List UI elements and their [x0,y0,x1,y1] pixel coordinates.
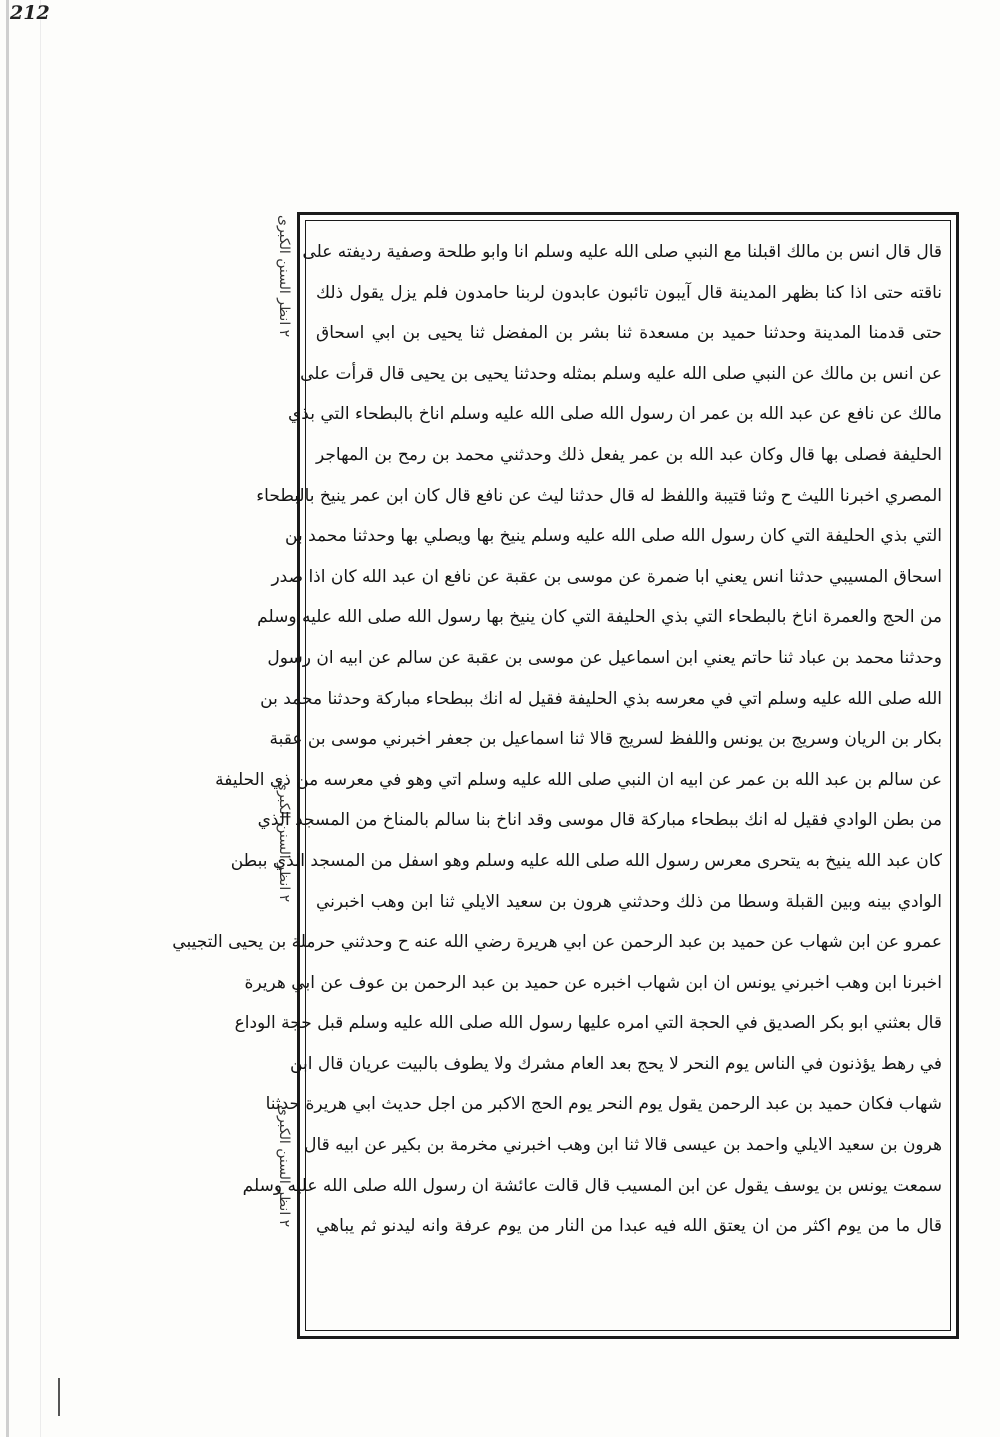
text-line: بكار بن الريان وسريج بن يونس واللفظ لسريج قالا ثنا اسماعيل بن جعفر اخبرني موسى بن عقبة [269,729,942,750]
text-line: قال قال انس بن مالك اقبلنا مع النبي صلى الله عليه وسلم انا وابو طلحة وصفية رديفته على [302,242,942,262]
text-line: اخبرنا ابن وهب اخبرني يونس ان ابن شهاب اخبره عن حميد بن عبد الرحمن بن عوف عن ابي هريرة [244,972,942,993]
text-line: الله صلى الله عليه وسلم اتي في معرسه بذي الحليفة فقيل له انك ببطحاء مباركة وحدثنا محمد بن [260,688,942,709]
margin-ink-mark [58,1378,60,1416]
text-line: عن سالم بن عبد الله بن عمر عن ابيه ان النبي صلى الله عليه وسلم اتي وهو في معرسه من ذي الحليفة [215,769,942,790]
folio-number: 212 [10,2,50,24]
text-line: التي بذي الحليفة التي كان رسول الله صلى الله عليه وسلم ينيخ بها ويصلي بها وحدثنا محمد بن [285,526,942,547]
text-line: في رهط يؤذنون في الناس يوم النحر لا يحج بعد العام مشرك ولا يطوف بالبيت عريان قال ابن [290,1053,942,1074]
page-crease [40,0,41,1437]
text-line: سمعت يونس بن يوسف يقول عن ابن المسيب قال قالت عائشة ان رسول الله صلى الله عليه وسلم [242,1175,942,1196]
text-line: مالك عن نافع عن عبد الله بن عمر ان رسول الله صلى الله عليه وسلم اناخ بالبطحاء التي بذي [288,404,942,425]
margin-note-2: ٢ انظر السنن الكبرى [276,780,292,903]
text-line: ناقته حتى اذا كنا بظهر المدينة قال آيبون تائبون عابدون لربنا حامدون فلم يزل يقول ذلك [316,282,942,303]
text-line: هرون بن سعيد الايلي واحمد بن عيسى قالا ثنا ابن وهب اخبرني مخرمة بن بكير عن ابيه قال [304,1135,942,1156]
text-line: الحليفة فصلى بها قال وكان عبد الله بن عمر يفعل ذلك وحدثني محمد بن رمح بن المهاجر [316,444,942,465]
margin-note-1: ٢ انظر السنن الكبرى [276,215,292,338]
text-line: من بطن الوادي فقيل له انك ببطحاء مباركة قال موسى وقد اناخ بنا سالم بالمناخ من المسجد الذي [257,810,942,831]
page-edge [6,0,9,1437]
text-line: الوادي بينه وبين القبلة وسطا من ذلك وحدثني هرون بن سعيد الايلي ثنا ابن وهب اخبرني [316,891,942,912]
text-line: شهاب فكان حميد بن عبد الرحمن يقول يوم النحر يوم الحج الاكبر من اجل حديث ابي هريرة حدثنا [265,1094,942,1115]
text-line: عمرو عن ابن شهاب عن حميد بن عبد الرحمن عن ابي هريرة رضي الله عنه ح وحدثني حرملة بن يحيى التجيبي [172,932,942,953]
text-line: قال ما من يوم اكثر من ان يعتق الله فيه عبدا من النار من يوم عرفة وانه ليدنو ثم يباهي [316,1216,942,1237]
text-line: وحدثنا محمد بن عباد ثنا حاتم يعني ابن اسماعيل عن موسى بن عقبة عن سالم عن ابيه ان رسول [267,647,942,668]
text-line: كان عبد الله ينيخ به يتحرى معرس رسول الله صلى الله عليه وسلم وهو اسفل من المسجد الذي ببطن [230,850,942,871]
margin-note-3: ٢ انظر السنن الكبرى [276,1105,292,1228]
text-line: عن انس بن مالك عن النبي صلى الله عليه وسلم بمثله وحدثنا يحيى بن يحيى قال قرأت على [300,363,942,384]
text-line: حتى قدمنا المدينة وحدثنا حميد بن مسعدة ثنا بشر بن المفضل ثنا يحيى بن ابي اسحاق [316,323,942,344]
text-line: المصري اخبرنا الليث ح وثنا قتيبة واللفظ له قال حدثنا ليث عن نافع قال كان ابن عمر ينيخ بالبطحاء [256,485,942,506]
text-line: اسحاق المسيبي حدثنا انس يعني ابا ضمرة عن موسى بن عقبة عن نافع ان عبد الله كان اذا صدر [271,566,942,587]
text-line: من الحج والعمرة اناخ بالبطحاء التي بذي الحليفة التي كان ينيخ بها رسول الله صلى الله عليه وسلم [257,607,942,628]
text-line: قال بعثني ابو بكر الصديق في الحجة التي امره عليها رسول الله صلى الله عليه وسلم قبل حجة الوداع [234,1013,942,1034]
